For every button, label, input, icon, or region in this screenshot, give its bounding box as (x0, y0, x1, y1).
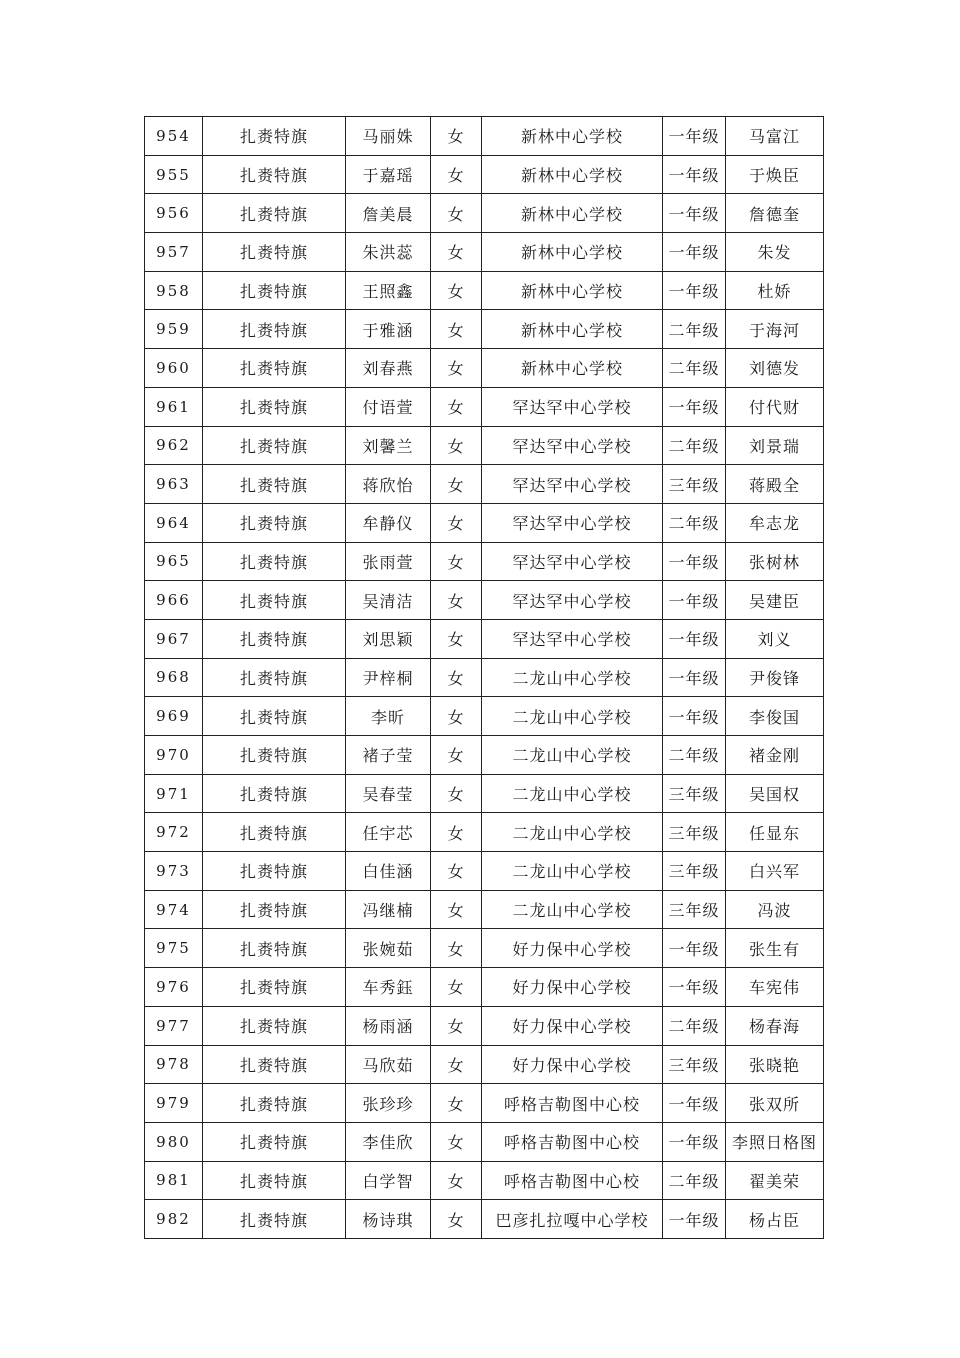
guardian-name-cell: 冯波 (726, 890, 824, 929)
row-number-cell: 980 (145, 1122, 203, 1161)
gender-cell: 女 (431, 1122, 482, 1161)
table-row (145, 194, 824, 233)
grade-cell: 三年级 (663, 852, 726, 891)
school-cell: 二龙山中心学校 (482, 852, 663, 891)
grade-cell: 三年级 (663, 813, 726, 852)
student-name-cell: 刘春燕 (346, 349, 431, 388)
table-row (145, 1122, 824, 1161)
row-number-cell: 972 (145, 813, 203, 852)
student-list-table (144, 116, 824, 1239)
guardian-name-cell: 于海河 (726, 310, 824, 349)
grade-cell: 一年级 (663, 658, 726, 697)
guardian-name-cell: 牟志龙 (726, 503, 824, 542)
region-cell: 扎赉特旗 (203, 194, 346, 233)
table-row (145, 387, 824, 426)
region-cell: 扎赉特旗 (203, 349, 346, 388)
school-cell: 好力保中心学校 (482, 968, 663, 1007)
grade-cell: 一年级 (663, 1200, 726, 1239)
student-name-cell: 杨诗琪 (346, 1200, 431, 1239)
grade-cell: 三年级 (663, 1045, 726, 1084)
gender-cell: 女 (431, 1045, 482, 1084)
guardian-name-cell: 张晓艳 (726, 1045, 824, 1084)
table-row (145, 1200, 824, 1239)
row-number-cell: 973 (145, 852, 203, 891)
table-row (145, 310, 824, 349)
gender-cell: 女 (431, 349, 482, 388)
gender-cell: 女 (431, 890, 482, 929)
guardian-name-cell: 翟美荣 (726, 1161, 824, 1200)
grade-cell: 二年级 (663, 310, 726, 349)
school-cell: 新林中心学校 (482, 233, 663, 272)
region-cell: 扎赉特旗 (203, 1006, 346, 1045)
guardian-name-cell: 马富江 (726, 117, 824, 156)
guardian-name-cell: 杨占臣 (726, 1200, 824, 1239)
gender-cell: 女 (431, 465, 482, 504)
student-name-cell: 于嘉瑶 (346, 155, 431, 194)
grade-cell: 一年级 (663, 155, 726, 194)
gender-cell: 女 (431, 155, 482, 194)
student-name-cell: 任宇芯 (346, 813, 431, 852)
guardian-name-cell: 刘德发 (726, 349, 824, 388)
gender-cell: 女 (431, 271, 482, 310)
school-cell: 新林中心学校 (482, 155, 663, 194)
table-row (145, 968, 824, 1007)
student-name-cell: 杨雨涵 (346, 1006, 431, 1045)
school-cell: 二龙山中心学校 (482, 774, 663, 813)
guardian-name-cell: 杜娇 (726, 271, 824, 310)
row-number-cell: 963 (145, 465, 203, 504)
gender-cell: 女 (431, 619, 482, 658)
guardian-name-cell: 于焕臣 (726, 155, 824, 194)
row-number-cell: 979 (145, 1084, 203, 1123)
region-cell: 扎赉特旗 (203, 1200, 346, 1239)
region-cell: 扎赉特旗 (203, 890, 346, 929)
student-name-cell: 刘馨兰 (346, 426, 431, 465)
school-cell: 罕达罕中心学校 (482, 387, 663, 426)
region-cell: 扎赉特旗 (203, 697, 346, 736)
gender-cell: 女 (431, 774, 482, 813)
row-number-cell: 964 (145, 503, 203, 542)
grade-cell: 一年级 (663, 619, 726, 658)
grade-cell: 一年级 (663, 387, 726, 426)
school-cell: 罕达罕中心学校 (482, 503, 663, 542)
student-name-cell: 刘思颖 (346, 619, 431, 658)
guardian-name-cell: 车宪伟 (726, 968, 824, 1007)
region-cell: 扎赉特旗 (203, 465, 346, 504)
gender-cell: 女 (431, 233, 482, 272)
student-name-cell: 于雅涵 (346, 310, 431, 349)
row-number-cell: 971 (145, 774, 203, 813)
grade-cell: 一年级 (663, 697, 726, 736)
student-name-cell: 尹梓桐 (346, 658, 431, 697)
gender-cell: 女 (431, 813, 482, 852)
region-cell: 扎赉特旗 (203, 310, 346, 349)
grade-cell: 一年级 (663, 1084, 726, 1123)
school-cell: 罕达罕中心学校 (482, 542, 663, 581)
table-row (145, 1006, 824, 1045)
grade-cell: 二年级 (663, 503, 726, 542)
row-number-cell: 967 (145, 619, 203, 658)
region-cell: 扎赉特旗 (203, 929, 346, 968)
gender-cell: 女 (431, 387, 482, 426)
school-cell: 巴彦扎拉嘎中心学校 (482, 1200, 663, 1239)
region-cell: 扎赉特旗 (203, 813, 346, 852)
grade-cell: 二年级 (663, 426, 726, 465)
region-cell: 扎赉特旗 (203, 1045, 346, 1084)
student-name-cell: 冯继楠 (346, 890, 431, 929)
table-row (145, 349, 824, 388)
student-name-cell: 蒋欣怡 (346, 465, 431, 504)
gender-cell: 女 (431, 736, 482, 775)
grade-cell: 一年级 (663, 194, 726, 233)
student-name-cell: 马丽姝 (346, 117, 431, 156)
row-number-cell: 981 (145, 1161, 203, 1200)
school-cell: 好力保中心学校 (482, 1045, 663, 1084)
gender-cell: 女 (431, 117, 482, 156)
student-name-cell: 白学智 (346, 1161, 431, 1200)
region-cell: 扎赉特旗 (203, 1161, 346, 1200)
school-cell: 呼格吉勒图中心校 (482, 1084, 663, 1123)
row-number-cell: 959 (145, 310, 203, 349)
school-cell: 罕达罕中心学校 (482, 465, 663, 504)
region-cell: 扎赉特旗 (203, 387, 346, 426)
grade-cell: 二年级 (663, 736, 726, 775)
row-number-cell: 970 (145, 736, 203, 775)
gender-cell: 女 (431, 1084, 482, 1123)
gender-cell: 女 (431, 658, 482, 697)
table-row (145, 736, 824, 775)
table-row (145, 890, 824, 929)
table-row (145, 619, 824, 658)
gender-cell: 女 (431, 1161, 482, 1200)
school-cell: 新林中心学校 (482, 194, 663, 233)
student-name-cell: 朱洪蕊 (346, 233, 431, 272)
guardian-name-cell: 朱发 (726, 233, 824, 272)
region-cell: 扎赉特旗 (203, 155, 346, 194)
school-cell: 二龙山中心学校 (482, 697, 663, 736)
gender-cell: 女 (431, 852, 482, 891)
school-cell: 好力保中心学校 (482, 929, 663, 968)
region-cell: 扎赉特旗 (203, 542, 346, 581)
table-row (145, 465, 824, 504)
table-row (145, 852, 824, 891)
school-cell: 新林中心学校 (482, 349, 663, 388)
table-row (145, 503, 824, 542)
row-number-cell: 960 (145, 349, 203, 388)
school-cell: 好力保中心学校 (482, 1006, 663, 1045)
gender-cell: 女 (431, 929, 482, 968)
grade-cell: 三年级 (663, 774, 726, 813)
grade-cell: 二年级 (663, 1161, 726, 1200)
row-number-cell: 956 (145, 194, 203, 233)
student-name-cell: 牟静仪 (346, 503, 431, 542)
gender-cell: 女 (431, 968, 482, 1007)
table-row (145, 155, 824, 194)
grade-cell: 三年级 (663, 465, 726, 504)
table-row (145, 271, 824, 310)
student-name-cell: 詹美晨 (346, 194, 431, 233)
grade-cell: 一年级 (663, 233, 726, 272)
row-number-cell: 954 (145, 117, 203, 156)
region-cell: 扎赉特旗 (203, 233, 346, 272)
region-cell: 扎赉特旗 (203, 581, 346, 620)
row-number-cell: 955 (145, 155, 203, 194)
student-name-cell: 张雨萱 (346, 542, 431, 581)
row-number-cell: 961 (145, 387, 203, 426)
table-body (145, 117, 824, 1239)
gender-cell: 女 (431, 697, 482, 736)
row-number-cell: 969 (145, 697, 203, 736)
guardian-name-cell: 张树林 (726, 542, 824, 581)
student-name-cell: 付语萱 (346, 387, 431, 426)
region-cell: 扎赉特旗 (203, 774, 346, 813)
grade-cell: 一年级 (663, 968, 726, 1007)
student-name-cell: 张珍珍 (346, 1084, 431, 1123)
region-cell: 扎赉特旗 (203, 271, 346, 310)
region-cell: 扎赉特旗 (203, 426, 346, 465)
guardian-name-cell: 蒋殿全 (726, 465, 824, 504)
gender-cell: 女 (431, 542, 482, 581)
region-cell: 扎赉特旗 (203, 619, 346, 658)
table-row (145, 813, 824, 852)
row-number-cell: 968 (145, 658, 203, 697)
guardian-name-cell: 吴建臣 (726, 581, 824, 620)
guardian-name-cell: 杨春海 (726, 1006, 824, 1045)
grade-cell: 一年级 (663, 581, 726, 620)
table-row (145, 581, 824, 620)
table-row (145, 426, 824, 465)
table-row (145, 1161, 824, 1200)
grade-cell: 一年级 (663, 929, 726, 968)
grade-cell: 二年级 (663, 349, 726, 388)
student-name-cell: 褚子莹 (346, 736, 431, 775)
guardian-name-cell: 褚金刚 (726, 736, 824, 775)
row-number-cell: 978 (145, 1045, 203, 1084)
guardian-name-cell: 李照日格图 (726, 1122, 824, 1161)
school-cell: 罕达罕中心学校 (482, 619, 663, 658)
table-row (145, 658, 824, 697)
guardian-name-cell: 张生有 (726, 929, 824, 968)
region-cell: 扎赉特旗 (203, 736, 346, 775)
student-name-cell: 车秀鈺 (346, 968, 431, 1007)
school-cell: 二龙山中心学校 (482, 658, 663, 697)
guardian-name-cell: 刘景瑞 (726, 426, 824, 465)
student-name-cell: 李佳欣 (346, 1122, 431, 1161)
school-cell: 新林中心学校 (482, 271, 663, 310)
grade-cell: 一年级 (663, 1122, 726, 1161)
grade-cell: 一年级 (663, 542, 726, 581)
region-cell: 扎赉特旗 (203, 1122, 346, 1161)
school-cell: 二龙山中心学校 (482, 813, 663, 852)
guardian-name-cell: 尹俊锋 (726, 658, 824, 697)
school-cell: 二龙山中心学校 (482, 890, 663, 929)
guardian-name-cell: 李俊国 (726, 697, 824, 736)
school-cell: 呼格吉勒图中心校 (482, 1122, 663, 1161)
row-number-cell: 957 (145, 233, 203, 272)
row-number-cell: 977 (145, 1006, 203, 1045)
guardian-name-cell: 白兴军 (726, 852, 824, 891)
row-number-cell: 962 (145, 426, 203, 465)
table-row (145, 697, 824, 736)
guardian-name-cell: 任显东 (726, 813, 824, 852)
row-number-cell: 982 (145, 1200, 203, 1239)
row-number-cell: 958 (145, 271, 203, 310)
table-row (145, 542, 824, 581)
student-name-cell: 吴清洁 (346, 581, 431, 620)
student-name-cell: 吴春莹 (346, 774, 431, 813)
grade-cell: 一年级 (663, 271, 726, 310)
student-name-cell: 王照鑫 (346, 271, 431, 310)
table-row (145, 233, 824, 272)
guardian-name-cell: 刘义 (726, 619, 824, 658)
grade-cell: 一年级 (663, 117, 726, 156)
table-row (145, 1045, 824, 1084)
guardian-name-cell: 付代财 (726, 387, 824, 426)
school-cell: 二龙山中心学校 (482, 736, 663, 775)
student-name-cell: 白佳涵 (346, 852, 431, 891)
row-number-cell: 965 (145, 542, 203, 581)
school-cell: 新林中心学校 (482, 117, 663, 156)
grade-cell: 二年级 (663, 1006, 726, 1045)
region-cell: 扎赉特旗 (203, 503, 346, 542)
table-row (145, 929, 824, 968)
region-cell: 扎赉特旗 (203, 852, 346, 891)
student-name-cell: 张婉茹 (346, 929, 431, 968)
school-cell: 罕达罕中心学校 (482, 426, 663, 465)
gender-cell: 女 (431, 1006, 482, 1045)
gender-cell: 女 (431, 503, 482, 542)
guardian-name-cell: 吴国权 (726, 774, 824, 813)
school-cell: 新林中心学校 (482, 310, 663, 349)
gender-cell: 女 (431, 1200, 482, 1239)
row-number-cell: 976 (145, 968, 203, 1007)
region-cell: 扎赉特旗 (203, 658, 346, 697)
guardian-name-cell: 张双所 (726, 1084, 824, 1123)
table-row (145, 1084, 824, 1123)
row-number-cell: 974 (145, 890, 203, 929)
table-row (145, 117, 824, 156)
school-cell: 罕达罕中心学校 (482, 581, 663, 620)
gender-cell: 女 (431, 426, 482, 465)
region-cell: 扎赉特旗 (203, 968, 346, 1007)
student-name-cell: 李昕 (346, 697, 431, 736)
region-cell: 扎赉特旗 (203, 1084, 346, 1123)
gender-cell: 女 (431, 310, 482, 349)
gender-cell: 女 (431, 581, 482, 620)
row-number-cell: 975 (145, 929, 203, 968)
school-cell: 呼格吉勒图中心校 (482, 1161, 663, 1200)
student-name-cell: 马欣茹 (346, 1045, 431, 1084)
guardian-name-cell: 詹德奎 (726, 194, 824, 233)
table-row (145, 774, 824, 813)
grade-cell: 三年级 (663, 890, 726, 929)
gender-cell: 女 (431, 194, 482, 233)
region-cell: 扎赉特旗 (203, 117, 346, 156)
row-number-cell: 966 (145, 581, 203, 620)
